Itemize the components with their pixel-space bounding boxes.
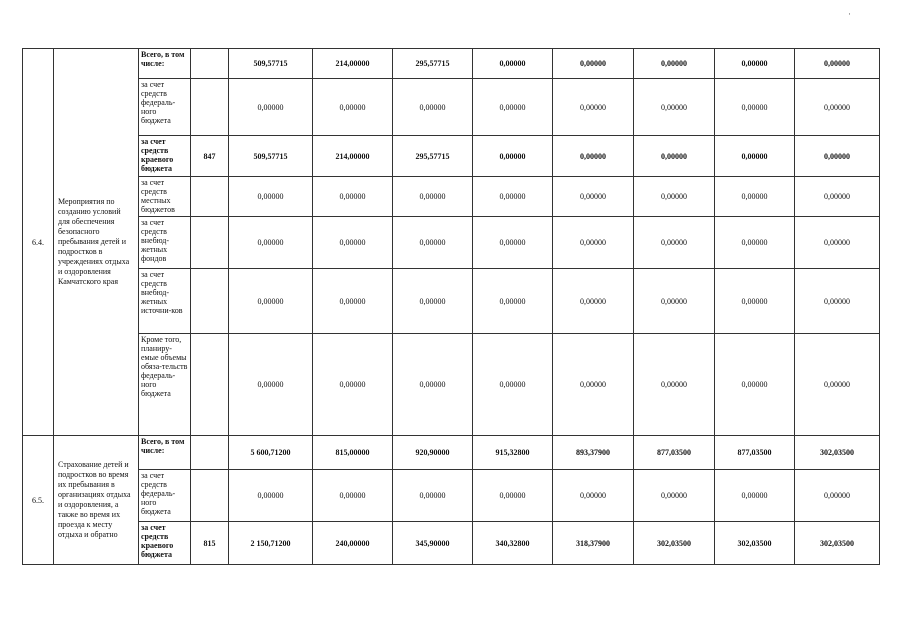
funding-source: за счет средств краевого бюджета bbox=[139, 522, 191, 565]
amount-cell: 0,00000 bbox=[473, 269, 553, 334]
amount-cell: 5 600,71200 bbox=[229, 436, 313, 470]
funding-source: за счет средств местных бюджетов bbox=[139, 177, 191, 217]
table-row bbox=[23, 522, 880, 565]
budget-code bbox=[191, 269, 229, 334]
amount-cell: 0,00000 bbox=[553, 470, 634, 522]
amount-cell: 920,90000 bbox=[393, 436, 473, 470]
amount-cell: 877,03500 bbox=[634, 436, 715, 470]
budget-code bbox=[191, 177, 229, 217]
amount-cell: 0,00000 bbox=[393, 217, 473, 269]
amount-cell: 0,00000 bbox=[553, 49, 634, 79]
table-row bbox=[23, 470, 880, 522]
amount-cell: 0,00000 bbox=[393, 470, 473, 522]
amount-cell: 0,00000 bbox=[473, 334, 553, 436]
amount-cell: 0,00000 bbox=[634, 269, 715, 334]
amount-cell: 0,00000 bbox=[393, 269, 473, 334]
amount-cell: 240,00000 bbox=[313, 522, 393, 565]
amount-cell: 0,00000 bbox=[229, 177, 313, 217]
amount-cell: 0,00000 bbox=[553, 177, 634, 217]
funding-source: за счет средств внебюд-жетных фондов bbox=[139, 217, 191, 269]
amount-cell: 0,00000 bbox=[473, 49, 553, 79]
amount-cell: 0,00000 bbox=[229, 269, 313, 334]
amount-cell: 0,00000 bbox=[553, 79, 634, 136]
amount-cell: 0,00000 bbox=[229, 217, 313, 269]
amount-cell: 0,00000 bbox=[313, 470, 393, 522]
amount-cell: 295,57715 bbox=[393, 49, 473, 79]
amount-cell: 0,00000 bbox=[313, 269, 393, 334]
funding-source: за счет средств федераль-ного бюджета bbox=[139, 79, 191, 136]
amount-cell: 0,00000 bbox=[393, 79, 473, 136]
amount-cell: 214,00000 bbox=[313, 136, 393, 177]
amount-cell: 302,03500 bbox=[715, 522, 795, 565]
item-description: Мероприятия по созданию условий для обеспечения безопасного пребывания детей и подростков в учреждениях отдыха и оздоровления Камчатского края bbox=[54, 49, 139, 436]
table-row bbox=[23, 334, 880, 436]
amount-cell: 0,00000 bbox=[393, 177, 473, 217]
amount-cell: 509,57715 bbox=[229, 49, 313, 79]
budget-code: 815 bbox=[191, 522, 229, 565]
amount-cell: 509,57715 bbox=[229, 136, 313, 177]
funding-source: за счет средств краевого бюджета bbox=[139, 136, 191, 177]
amount-cell: 0,00000 bbox=[473, 177, 553, 217]
budget-code bbox=[191, 217, 229, 269]
amount-cell: 0,00000 bbox=[634, 217, 715, 269]
amount-cell: 0,00000 bbox=[393, 334, 473, 436]
amount-cell: 0,00000 bbox=[473, 79, 553, 136]
budget-code bbox=[191, 334, 229, 436]
budget-code bbox=[191, 79, 229, 136]
amount-cell: 0,00000 bbox=[795, 177, 880, 217]
amount-cell: 2 150,71200 bbox=[229, 522, 313, 565]
amount-cell: 0,00000 bbox=[715, 136, 795, 177]
funding-source: Кроме того, планиру-емые объемы обяза-тельств федераль-ного бюджета bbox=[139, 334, 191, 436]
item-number: 6.5. bbox=[23, 436, 54, 565]
amount-cell: 0,00000 bbox=[313, 334, 393, 436]
amount-cell: 0,00000 bbox=[473, 136, 553, 177]
amount-cell: 0,00000 bbox=[795, 79, 880, 136]
amount-cell: 0,00000 bbox=[553, 269, 634, 334]
amount-cell: 0,00000 bbox=[634, 470, 715, 522]
amount-cell: 345,90000 bbox=[393, 522, 473, 565]
budget-code bbox=[191, 436, 229, 470]
amount-cell: 0,00000 bbox=[229, 334, 313, 436]
amount-cell: 0,00000 bbox=[313, 177, 393, 217]
amount-cell: 0,00000 bbox=[313, 217, 393, 269]
item-description: Страхование детей и подростков во время их пребывания в организациях отдыха и оздоровления, а также во время их проезда к месту отдыха и обратно bbox=[54, 436, 139, 565]
amount-cell: 302,03500 bbox=[634, 522, 715, 565]
budget-code: 847 bbox=[191, 136, 229, 177]
funding-source: Всего, в том числе: bbox=[139, 49, 191, 79]
amount-cell: 0,00000 bbox=[715, 177, 795, 217]
amount-cell: 0,00000 bbox=[229, 470, 313, 522]
amount-cell: 0,00000 bbox=[715, 334, 795, 436]
table-row bbox=[23, 269, 880, 334]
amount-cell: 0,00000 bbox=[795, 269, 880, 334]
amount-cell: 0,00000 bbox=[634, 49, 715, 79]
amount-cell: 0,00000 bbox=[634, 334, 715, 436]
amount-cell: 0,00000 bbox=[715, 269, 795, 334]
amount-cell: 893,37900 bbox=[553, 436, 634, 470]
amount-cell: 295,57715 bbox=[393, 136, 473, 177]
amount-cell: 877,03500 bbox=[715, 436, 795, 470]
amount-cell: 0,00000 bbox=[229, 79, 313, 136]
amount-cell: 0,00000 bbox=[795, 334, 880, 436]
funding-source: за счет средств внебюд-жетных источни-ков bbox=[139, 269, 191, 334]
table-row bbox=[23, 136, 880, 177]
table-row bbox=[23, 217, 880, 269]
amount-cell: 815,00000 bbox=[313, 436, 393, 470]
amount-cell: 0,00000 bbox=[553, 334, 634, 436]
table-row bbox=[23, 177, 880, 217]
amount-cell: 0,00000 bbox=[553, 136, 634, 177]
amount-cell: 340,32800 bbox=[473, 522, 553, 565]
amount-cell: 0,00000 bbox=[795, 49, 880, 79]
amount-cell: 0,00000 bbox=[795, 470, 880, 522]
amount-cell: 915,32800 bbox=[473, 436, 553, 470]
budget-table bbox=[22, 48, 880, 565]
funding-source: Всего, в том числе: bbox=[139, 436, 191, 470]
amount-cell: 0,00000 bbox=[634, 136, 715, 177]
amount-cell: 0,00000 bbox=[795, 136, 880, 177]
table-body bbox=[23, 49, 880, 565]
amount-cell: 0,00000 bbox=[634, 177, 715, 217]
amount-cell: 0,00000 bbox=[715, 79, 795, 136]
amount-cell: 0,00000 bbox=[715, 49, 795, 79]
budget-code bbox=[191, 49, 229, 79]
amount-cell: 302,03500 bbox=[795, 522, 880, 565]
table-row bbox=[23, 79, 880, 136]
amount-cell: 318,37900 bbox=[553, 522, 634, 565]
amount-cell: 0,00000 bbox=[473, 217, 553, 269]
amount-cell: 0,00000 bbox=[473, 470, 553, 522]
amount-cell: 214,00000 bbox=[313, 49, 393, 79]
amount-cell: 0,00000 bbox=[634, 79, 715, 136]
table-row bbox=[23, 436, 880, 470]
budget-code bbox=[191, 470, 229, 522]
amount-cell: 302,03500 bbox=[795, 436, 880, 470]
table-row bbox=[23, 49, 880, 79]
amount-cell: 0,00000 bbox=[795, 217, 880, 269]
amount-cell: 0,00000 bbox=[715, 470, 795, 522]
amount-cell: 0,00000 bbox=[715, 217, 795, 269]
amount-cell: 0,00000 bbox=[313, 79, 393, 136]
corner-mark: · bbox=[848, 9, 851, 19]
amount-cell: 0,00000 bbox=[553, 217, 634, 269]
item-number: 6.4. bbox=[23, 49, 54, 436]
funding-source: за счет средств федераль-ного бюджета bbox=[139, 470, 191, 522]
